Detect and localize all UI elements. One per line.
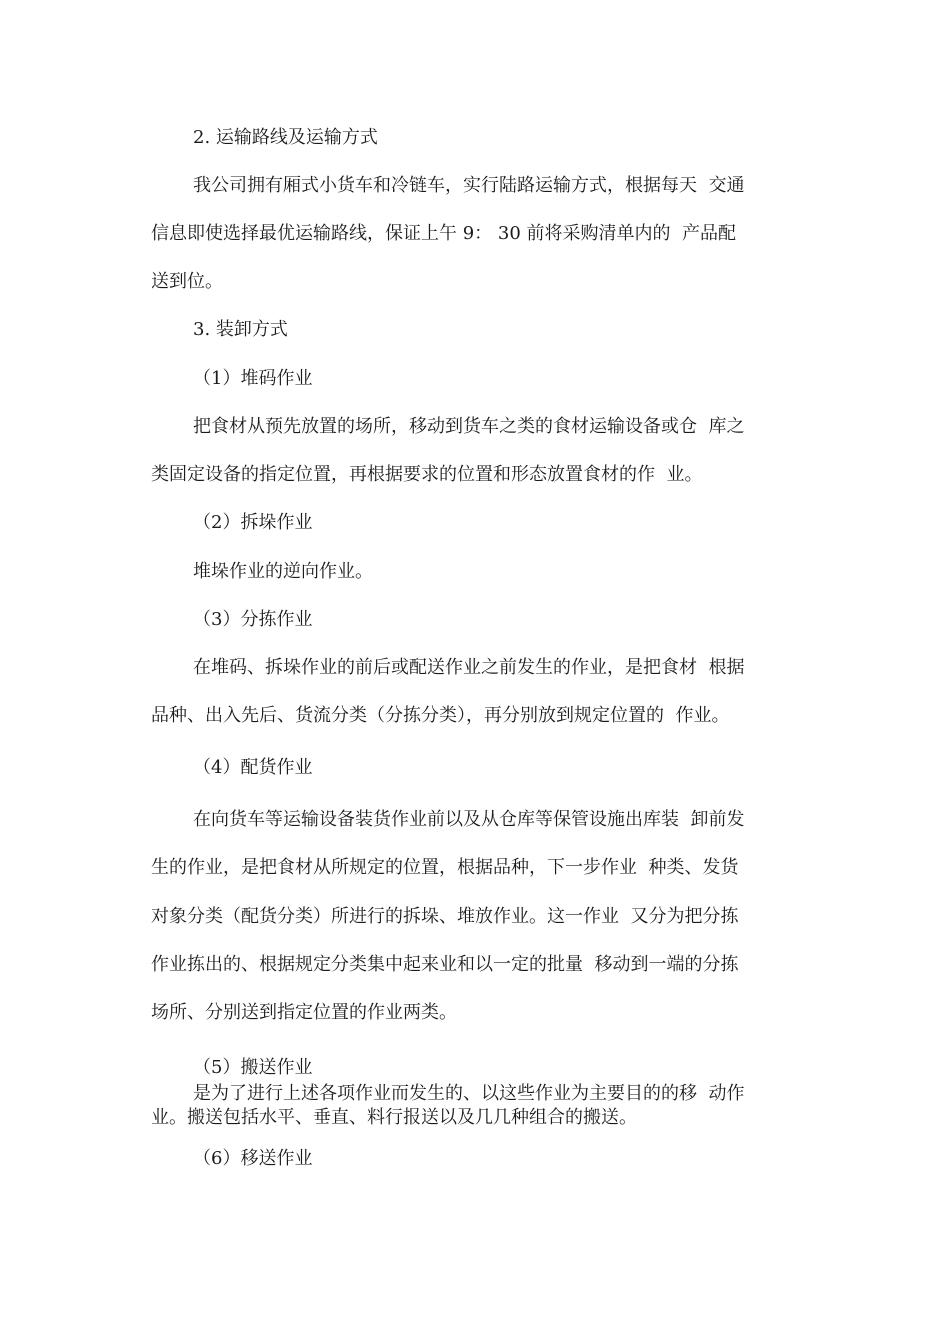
paragraph-line: 把食材从预先放置的场所，移动到货车之类的食材运输设备或仓 库之 [193,416,745,437]
paragraph-line: 我公司拥有厢式小货车和冷链车，实行陆路运输方式，根据每天 交通 [193,175,745,196]
subheading-destacking: （2）拆垛作业 [193,512,313,533]
paragraph-line: 生的作业，是把食材从所规定的位置，根据品种，下一步作业 种类、发货 [151,857,739,878]
heading-loading-method: 3. 装卸方式 [193,319,288,340]
subheading-distribution: （4）配货作业 [193,757,313,778]
paragraph-line: 作业拣出的、根据规定分类集中起来业和以一定的批量 移动到一端的分拣 [151,954,739,975]
paragraph-line: 堆垛作业的逆向作业。 [193,561,373,582]
heading-transport-route: 2. 运输路线及运输方式 [193,127,378,148]
paragraph-line: 是为了进行上述各项作业而发生的、以这些作业为主要目的的移 动作 [193,1083,745,1104]
paragraph-line: 信息即使选择最优运输路线，保证上午 9： 30 前将采购清单内的 产品配 [151,223,736,244]
subheading-conveying: （5）搬送作业 [193,1057,313,1078]
subheading-sorting: （3）分拣作业 [193,609,313,630]
paragraph-line: 对象分类（配货分类）所进行的拆垛、堆放作业。这一作业 又分为把分拣 [151,906,739,927]
subheading-stacking: （1）堆码作业 [193,368,313,389]
paragraph-line: 类固定设备的指定位置，再根据要求的位置和形态放置食材的作 业。 [151,464,703,485]
paragraph-line: 业。搬送包括水平、垂直、料行报送以及几几种组合的搬送。 [151,1107,637,1128]
paragraph-line: 场所、分别送到指定位置的作业两类。 [151,1002,457,1023]
paragraph-line: 在堆码、拆垛作业的前后或配送作业之前发生的作业，是把食材 根据 [193,657,745,678]
paragraph-line: 送到位。 [151,271,223,292]
paragraph-line: 在向货车等运输设备装货作业前以及从仓库等保管设施出库装 卸前发 [193,809,745,830]
paragraph-line: 品种、出入先后、货流分类（分拣分类），再分别放到规定位置的 作业。 [151,705,730,726]
subheading-transfer: （6）移送作业 [193,1148,313,1169]
